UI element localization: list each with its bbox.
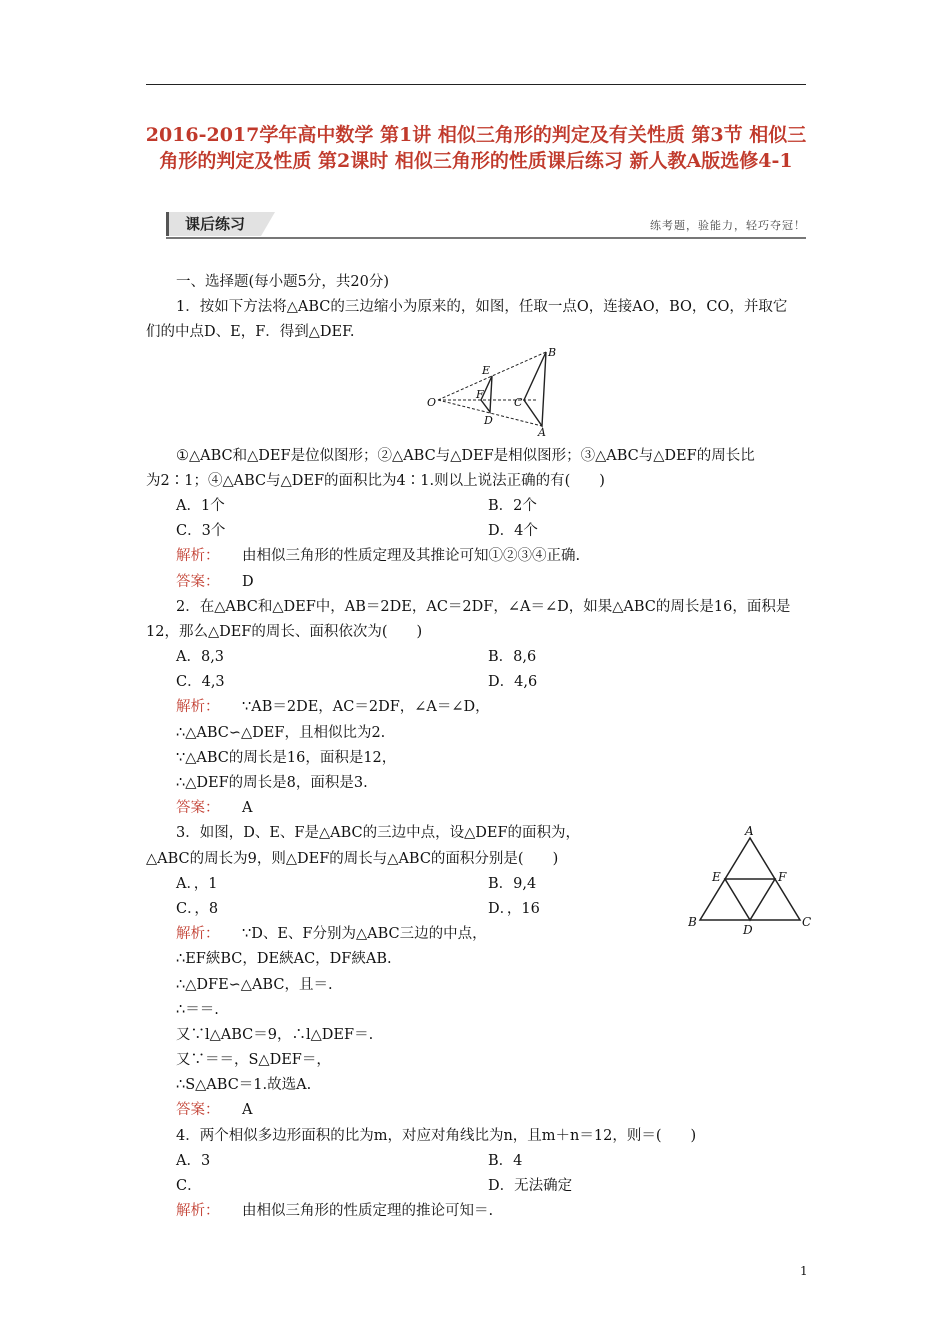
q3-step-3: ∴＝＝. [176,1001,219,1018]
fig1-label-c: C [514,395,523,409]
q2-answer-text: A [242,800,253,817]
banner-slogan: 练考题，验能力，轻巧夺冠！ [650,219,806,232]
q4-option-a: A．3 [176,1152,211,1169]
q3-step-2: ∴△DFE∽△ABC，且＝. [176,976,333,993]
q4-option-d: D．无法确定 [488,1178,573,1194]
q1-analysis-text: 由相似三角形的性质定理及其推论可知①②③④正确. [242,548,581,565]
q1-option-c: C．3个 [176,523,226,540]
q2-analysis-text: ∵AB＝2DE，AC＝2DF，∠A＝∠D， [242,699,490,716]
q2-stem-line1: 2．在△ABC和△DEF中，AB＝2DE，AC＝2DF，∠A＝∠D，如果△ABC的周长是16，面积是 [176,598,791,615]
q4-analysis [146,1199,810,1224]
q1-analysis [146,544,810,569]
q2-option-c: C．4,3 [176,674,225,691]
section-banner [166,212,806,238]
q3-step-5: 又∵＝＝，S△DEF＝， [176,1052,331,1069]
q2-step-2: ∵△ABC的周长是16，面积是12， [176,749,397,766]
fig3-label-c: C [802,915,812,929]
exercise-content [146,270,810,1224]
q3-step-6: ∴S△ABC＝1.故选A. [176,1077,312,1094]
q1-answer [146,570,810,595]
q2-answer [146,796,810,821]
q3-figure [688,824,812,940]
q4-stem-line1: 4．两个相似多边形面积的比为m，对应对角线比为n，且m＋n＝12，则＝( ) [176,1127,697,1144]
q2-answer-label: 答案： [176,800,220,817]
q3-analysis-label: 解析： [176,926,220,943]
q2-analysis-label: 解析： [176,699,220,716]
q2-option-d: D．4,6 [488,674,538,691]
q4-options-ab [146,1149,810,1174]
q1-option-a: A．1个 [176,497,225,514]
q4-analysis-text: 由相似三角形的性质定理的推论可知＝. [242,1203,494,1220]
q4-options-cd [146,1174,810,1199]
q2-analysis [146,695,810,720]
q2-step-1: ∴△ABC∽△DEF，且相似比为2. [176,724,386,741]
q3-analysis-text: ∵D、E、F分别为△ABC三边的中点， [242,926,487,943]
page-number: 1 [800,1264,808,1278]
q1-option-d: D．4个 [488,523,538,540]
q3-option-b: B．9,4 [488,875,537,892]
fig1-label-a: A [538,425,546,436]
q3-option-a: A．，1 [176,875,218,892]
q1-options-ab [146,494,810,519]
document-title: 2016-2017学年高中数学 第1讲 相似三角形的判定及有关性质 第3节 相似三角形的判定及性质 第2课时 相似三角形的性质课后练习 新人教A版选修4-1 [145,124,807,172]
q3-stem-line2: △ABC的周长为9，则△DEF的周长与△ABC的面积分别是( ) [146,850,559,867]
fig3-label-e: E [712,870,721,884]
q2-stem-line2: 12，那么△DEF的周长、面积依次为( ) [146,623,423,640]
fig3-label-d: D [743,923,753,936]
q2-option-a: A．8,3 [176,649,225,666]
q1-option-b: B．2个 [488,497,537,514]
q2-options-cd [146,670,810,695]
fig1-label-b: B [548,347,557,359]
q3-step-4: 又∵l△ABC＝9，∴l△DEF＝. [176,1026,374,1043]
banner-tab: 课后练习 [166,212,261,236]
q3-figure-svg [688,824,812,936]
q4-option-c: C． [176,1178,202,1194]
banner-corner [261,212,275,236]
q3-step-1: ∴EF綊BC，DE綊AC，DF綊AB. [176,951,392,968]
fig1-label-o: O [427,395,437,409]
q1-options-cd [146,519,810,544]
q4-option-b: B．4 [488,1152,523,1169]
q3-option-c: C．，8 [176,900,219,917]
q1-figure-svg [426,348,566,436]
fig1-label-d: D [484,413,493,427]
fig1-label-e: E [482,363,491,377]
q1-answer-label: 答案： [176,573,220,590]
q2-option-b: B．8,6 [488,649,537,666]
q1-body-line1: ①△ABC和△DEF是位似图形；②△ABC与△DEF是相似图形；③△ABC与△DEF的周长比 [176,447,755,464]
q1-analysis-label: 解析： [176,548,220,565]
fig3-label-b: B [688,915,697,929]
banner-line [166,237,806,239]
q1-figure [146,346,810,444]
q2-options-ab [146,645,810,670]
q1-stem-line1: 1．按如下方法将△ABC的三边缩小为原来的，如图，任取一点O，连接AO，BO，CO，并取它 [176,299,788,316]
q2-step-3: ∴△DEF的周长是8，面积是3. [176,775,368,791]
q3-option-d: D．，16 [488,900,540,917]
q1-stem-line2: 们的中点D、E，F．得到△DEF. [146,324,355,341]
top-rule [146,84,806,85]
fig3-label-a: A [745,824,754,838]
section-heading: 一、选择题(每小题5分，共20分) [176,274,389,290]
q3-answer-text: A [242,1102,253,1119]
q3-answer [146,1098,810,1123]
q1-answer-text: D [242,573,254,590]
q3-answer-label: 答案： [176,1102,220,1119]
fig3-label-f: F [778,870,787,884]
q4-analysis-label: 解析： [176,1203,220,1220]
q1-body-line2: 为2∶1；④△ABC与△DEF的面积比为4∶1.则以上说法正确的有( ) [146,472,605,489]
fig1-label-f: F [476,387,484,401]
q3-stem-line1: 3．如图，D、E、F是△ABC的三边中点，设△DEF的面积为， [176,825,581,842]
